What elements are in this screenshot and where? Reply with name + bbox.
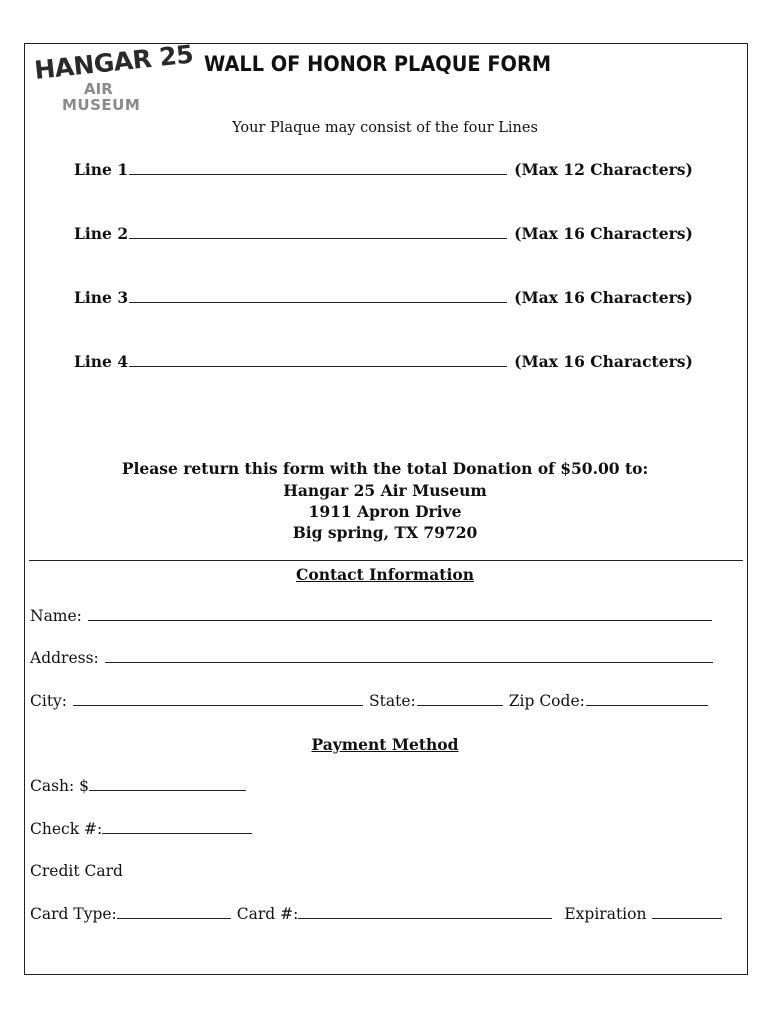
plaque-line-2-field[interactable]: [129, 237, 507, 239]
card-details-row: [30, 905, 728, 923]
plaque-line-limit: (Max 16 Characters): [514, 224, 693, 243]
plaque-line-label: Line 1: [74, 160, 129, 179]
cash-row: [30, 777, 252, 795]
logo-text-museum: MUSEUM: [62, 96, 141, 114]
logo-text-air: AIR: [84, 80, 113, 98]
card-type-label: Card Type:: [30, 905, 117, 923]
cash-label: Cash: $: [30, 777, 90, 795]
check-label: Check #:: [30, 820, 103, 838]
city-row: [30, 692, 714, 710]
return-org: Hangar 25 Air Museum: [283, 481, 487, 500]
zip-label: Zip Code:: [508, 692, 585, 710]
plaque-line-3: [74, 288, 714, 307]
plaque-line-label: Line 2: [74, 224, 129, 243]
section-divider: [29, 560, 743, 561]
check-row: [30, 820, 258, 838]
plaque-line-label: Line 4: [74, 352, 129, 371]
city-label: City:: [30, 692, 68, 710]
form-title: WALL OF HONOR PLAQUE FORM: [204, 52, 552, 76]
hangar25-logo: [32, 39, 195, 120]
expiration-label: Expiration: [564, 905, 647, 923]
address-field[interactable]: [105, 661, 713, 663]
address-row: [30, 649, 719, 667]
return-street: 1911 Apron Drive: [308, 502, 462, 521]
plaque-line-3-field[interactable]: [129, 301, 507, 303]
form-subtitle: Your Plaque may consist of the four Lines: [232, 120, 538, 136]
card-number-field[interactable]: [298, 917, 552, 919]
expiration-field[interactable]: [652, 917, 722, 919]
plaque-line-4-field[interactable]: [129, 365, 507, 367]
credit-card-row: [30, 862, 123, 880]
plaque-line-limit: (Max 16 Characters): [514, 352, 693, 371]
plaque-line-limit: (Max 12 Characters): [514, 160, 693, 179]
plaque-line-label: Line 3: [74, 288, 129, 307]
cash-field[interactable]: [89, 789, 246, 791]
return-instruction: Please return this form with the total Donation of $50.00 to:: [121, 459, 649, 478]
card-number-label: Card #:: [236, 905, 299, 923]
card-type-field[interactable]: [117, 917, 231, 919]
state-label: State:: [369, 692, 416, 710]
plaque-line-2: [74, 224, 714, 243]
name-field[interactable]: [88, 619, 712, 621]
return-city: Big spring, TX 79720: [292, 523, 478, 542]
plaque-line-limit: (Max 16 Characters): [514, 288, 693, 307]
logo-text-hangar: HANGAR 25: [32, 39, 195, 85]
contact-heading: Contact Information: [296, 565, 474, 584]
city-field[interactable]: [73, 704, 363, 706]
plaque-line-1-field[interactable]: [129, 173, 507, 175]
address-label: Address:: [30, 649, 99, 667]
plaque-line-4: [74, 352, 714, 371]
zip-field[interactable]: [586, 704, 708, 706]
name-row: [30, 607, 718, 625]
name-label: Name:: [30, 607, 82, 625]
payment-heading: Payment Method: [311, 735, 459, 754]
plaque-line-1: [74, 160, 714, 179]
check-field[interactable]: [102, 832, 252, 834]
credit-card-label: Credit Card: [30, 862, 123, 880]
state-field[interactable]: [417, 704, 503, 706]
